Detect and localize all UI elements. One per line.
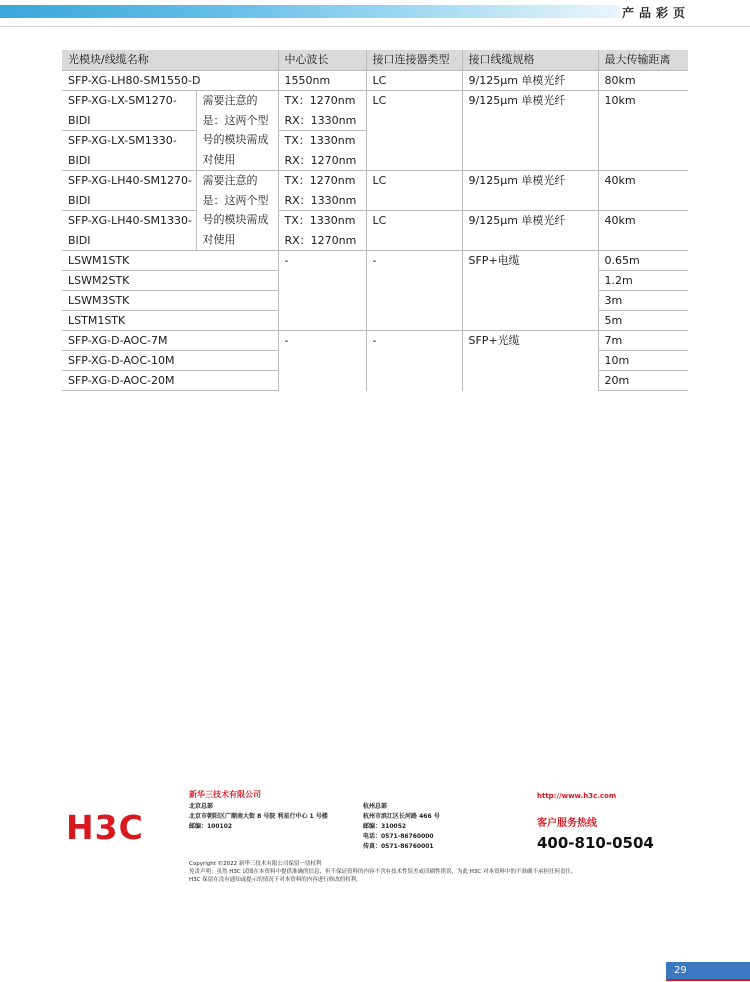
hangzhou-address	[363, 802, 440, 852]
connector: LC	[366, 71, 462, 91]
address-line: 杭州总部	[363, 803, 388, 810]
module-name: LSWM3STK	[62, 291, 278, 311]
connector: LC	[366, 91, 462, 171]
connector: -	[366, 251, 462, 331]
table-row	[62, 171, 688, 251]
module-name: LSWM2STK	[62, 271, 278, 291]
legal-text	[189, 860, 576, 884]
cable-spec: 9/125μm 单模光纤	[462, 71, 598, 91]
wavelength-tx: TX：1270nm	[284, 94, 356, 107]
distance: 40km	[604, 174, 636, 187]
wavelength-rx: RX：1270nm	[284, 153, 357, 167]
pairing-note: 需要注意的是：这两个型号的模块需成对使用	[196, 171, 278, 251]
module-name: SFP-XG-D-AOC-20M	[62, 371, 278, 391]
hotline-label: 客户服务热线	[537, 818, 597, 829]
distance: 10km	[598, 91, 688, 171]
hotline-number: 400-810-0504	[537, 834, 654, 852]
company-name: 新华三技术有限公司	[189, 790, 261, 799]
connector: LC	[367, 210, 462, 231]
distance: 40km	[599, 210, 689, 231]
module-name-line: SFP-XG-LH40-SM1270-	[68, 174, 192, 187]
connector: LC	[372, 174, 387, 187]
pairing-note: 需要注意的是：这两个型号的模块需成对使用	[196, 91, 278, 171]
wavelength: 1550nm	[278, 71, 366, 91]
disclaimer-line: H3C 保留在没有通知或提示的情况下对本资料的内容进行修改的权利。	[189, 877, 362, 883]
cable-spec: SFP+电缆	[462, 251, 598, 331]
distance: 0.65m	[598, 251, 688, 271]
header-distance: 最大传输距离	[598, 50, 688, 71]
wavelength: -	[278, 331, 366, 391]
distance: 1.2m	[598, 271, 688, 291]
header-name: 光模块/线缆名称	[62, 50, 278, 71]
address-line: 传真：0571-86760001	[363, 843, 434, 850]
wavelength: -	[278, 251, 366, 331]
address-line: 邮编：310052	[363, 823, 407, 830]
distance: 5m	[598, 311, 688, 331]
connector-pair	[366, 171, 462, 251]
distance: 20m	[598, 371, 688, 391]
table-row	[62, 331, 688, 351]
cable-spec: SFP+光缆	[462, 331, 598, 391]
header-divider	[0, 26, 750, 27]
cable-spec: 9/125μm 单模光纤	[463, 210, 598, 231]
table-row	[62, 251, 688, 271]
wavelength-rx: RX：1330nm	[284, 193, 357, 207]
module-name: SFP-XG-D-AOC-7M	[62, 331, 278, 351]
copyright-line: Copyright ©2022 新华三技术有限公司保留一切权利	[189, 861, 322, 867]
page-number: 29	[666, 962, 750, 979]
module-name-line: SFP-XG-LX-SM1270-	[68, 94, 177, 107]
table-header-row	[62, 50, 688, 71]
distance: 7m	[598, 331, 688, 351]
cable-pair	[462, 171, 598, 251]
wavelength-pair	[278, 91, 366, 171]
address-line: 杭州市滨江区长河路 466 号	[363, 813, 440, 820]
module-name-pair	[62, 171, 196, 251]
header-wavelength: 中心波长	[278, 50, 366, 71]
address-line: 北京市朝阳区广顺南大街 8 号院 利星行中心 1 号楼	[189, 813, 328, 820]
module-name: LSWM1STK	[62, 251, 278, 271]
website-link[interactable]: http://www.h3c.com	[537, 792, 617, 800]
module-name-line: SFP-XG-LX-SM1330-	[62, 130, 196, 151]
header-cable: 接口线缆规格	[462, 50, 598, 71]
cable-spec: 9/125μm 单模光纤	[462, 91, 598, 171]
address-line: 邮编：100102	[189, 823, 233, 830]
cable-spec: 9/125μm 单模光纤	[468, 174, 566, 187]
distance: 10m	[598, 351, 688, 371]
distance-pair	[598, 171, 688, 251]
h3c-logo: H3C	[66, 808, 144, 847]
module-name: LSTM1STK	[62, 311, 278, 331]
module-name-line: BIDI	[68, 233, 91, 247]
distance: 80km	[598, 71, 688, 91]
page-number-underline	[666, 979, 750, 981]
table-row	[62, 71, 688, 91]
module-name-line: BIDI	[68, 113, 91, 127]
distance: 3m	[598, 291, 688, 311]
wavelength-pair	[278, 171, 366, 251]
module-name-line: BIDI	[68, 153, 91, 167]
module-name-line: SFP-XG-LH40-SM1330-	[62, 210, 196, 231]
beijing-address	[189, 802, 328, 832]
wavelength-rx: RX：1330nm	[284, 113, 357, 127]
connector: -	[366, 331, 462, 391]
module-name: SFP-XG-D-AOC-10M	[62, 351, 278, 371]
wavelength-rx: RX：1270nm	[284, 233, 357, 247]
module-name: SFP-XG-LH80-SM1550-D	[62, 71, 278, 91]
module-name-pair	[62, 91, 196, 171]
wavelength-tx: TX：1330nm	[279, 210, 366, 231]
header-connector: 接口连接器类型	[366, 50, 462, 71]
table-row	[62, 91, 688, 171]
wavelength-tx: TX：1270nm	[284, 174, 356, 187]
module-spec-table	[62, 50, 688, 391]
wavelength-tx: TX：1330nm	[279, 130, 366, 151]
address-line: 电话：0571-86760000	[363, 833, 434, 840]
address-line: 北京总部	[189, 803, 214, 810]
header-color-bar	[0, 5, 620, 18]
page-header-title: 产品彩页	[622, 6, 691, 20]
disclaimer-line: 免责声明：虽然 H3C 试图在本资料中提供准确的信息，但不保证资料的内容不含有技术性误差或印刷性错误，为此 H3C 对本资料中的不准确不承担任何责任。	[189, 869, 577, 875]
module-name-line: BIDI	[68, 193, 91, 207]
